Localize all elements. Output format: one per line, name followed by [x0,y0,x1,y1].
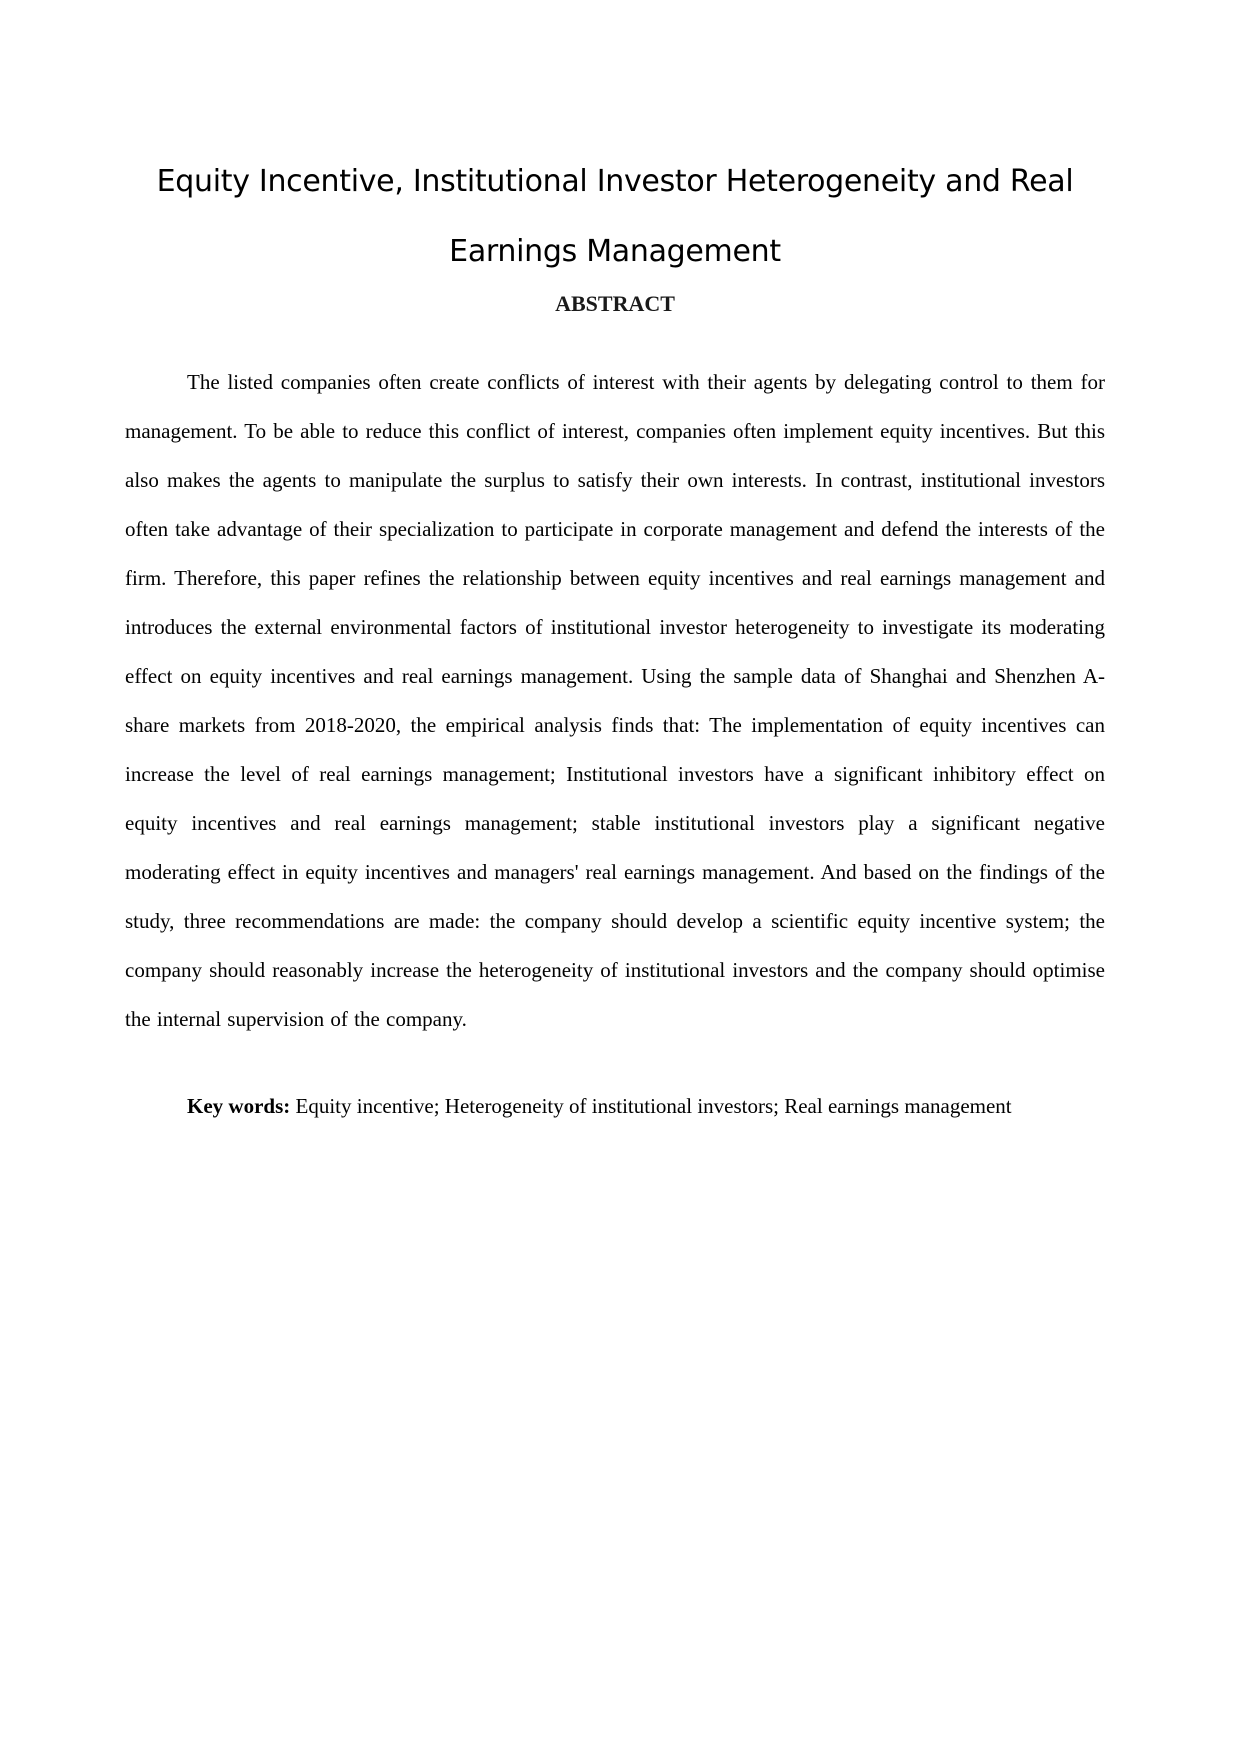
abstract-paragraph: The listed companies often create conflicts of interest with their agents by delegating control to them for management. To be able to reduce this conflict of interest, companies often implement equity incentives. But this also makes the agents to manipulate the surplus to satisfy their own interests. In contrast, institutional investors often take advantage of their specialization to participate in corporate management and defend the interests of the firm. Therefore, this paper refines the relationship between equity incentives and real earnings management and introduces the external environmental factors of institutional investor heterogeneity to investigate its moderating effect on equity incentives and real earnings management. Using the sample data of Shanghai and Shenzhen A-share markets from 2018-2020, the empirical analysis finds that: The implementation of equity incentives can increase the level of real earnings management; Institutional investors have a significant inhibitory effect on equity incentives and real earnings management; stable institutional investors play a significant negative moderating effect in equity incentives and managers' real earnings management. And based on the findings of the study, three recommendations are made: the company should develop a scientific equity incentive system; the company should reasonably increase the heterogeneity of institutional investors and the company should optimise the internal supervision of the company. [125,370,1105,1031]
keywords-text: Equity incentive; Heterogeneity of institutional investors; Real earnings management [295,1094,1012,1118]
keywords-line [125,1082,1105,1131]
keywords-label: Key words: [187,1094,291,1118]
abstract-heading: ABSTRACT [555,291,675,316]
paper-title: Equity Incentive, Institutional Investor Heterogeneity and Real Earnings Management [156,164,1074,269]
